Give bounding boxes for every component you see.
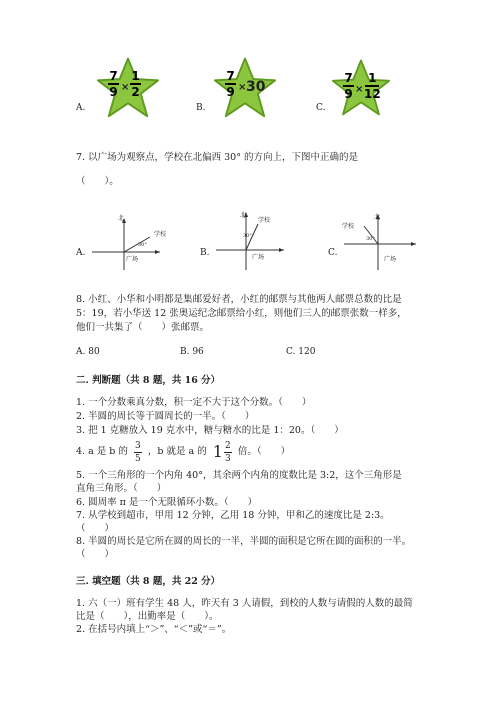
mixed-number — [213, 441, 232, 464]
school-label: 学校 — [154, 231, 167, 238]
q6-option-a-label[interactable]: A. — [76, 103, 86, 113]
angle-label: 30° — [138, 242, 147, 248]
times-sign: × — [355, 84, 364, 95]
q8-question-line3: 他们一共集了（ ）张邮票。 — [76, 322, 210, 333]
q8-option-c[interactable]: C. 120 — [286, 347, 316, 357]
north-label: 北 — [118, 215, 125, 222]
fraction — [134, 441, 142, 464]
q6-option-b-label[interactable]: B. — [196, 103, 206, 113]
section-3-title: 三. 填空题（共 8 题，共 22 分） — [76, 576, 221, 587]
judge-item-2: 2. 半圆的周长等于圆周长的一半。（ ） — [76, 411, 255, 422]
q7-option-c-label[interactable]: C. — [328, 248, 338, 258]
whole-number: 30 — [246, 79, 266, 95]
angle-label: 30° — [243, 233, 252, 239]
north-label: 北 — [240, 212, 247, 219]
fraction-right: 1 2 — [131, 69, 140, 99]
mixed-denominator: 3 — [225, 453, 231, 464]
times-sign: × — [121, 82, 130, 93]
fill-item-1-line1: 1. 六（一）班有学生 48 人，昨天有 3 人请假，到校的人数与请假的人数的最简 — [76, 598, 413, 609]
fraction-right: 1 12 — [364, 71, 381, 101]
fraction-left: 7 9 — [226, 69, 235, 99]
q7-question-line2: （ ）。 — [76, 176, 119, 187]
q7-option-b-label[interactable]: B. — [200, 248, 210, 258]
judge-item-8-line2: （ ） — [76, 549, 115, 560]
q7-option-a-label[interactable]: A. — [76, 248, 86, 258]
q8-question-line2: 5：19，若小华送 12 张奥运纪念邮票给小红，则他们三人的邮票张数一样多， — [76, 308, 407, 319]
judge-item-6: 6. 圆周率 π 是一个无限循环小数。（ ） — [76, 497, 258, 508]
angle-label: 30° — [366, 236, 375, 242]
q7-question-line1: 7. 以广场为观察点，学校在北偏西 30° 的方向上，下图中正确的是 — [76, 152, 358, 163]
q8-question-line1: 8. 小红、小华和小明都是集邮爱好者，小红的邮票与其他两人邮票总数的比是 — [76, 294, 402, 305]
mixed-numerator: 2 — [225, 440, 231, 451]
compass-diagram-a — [86, 212, 166, 272]
fraction-denominator: 5 — [135, 453, 141, 464]
fill-item-1-line2: 比是（ ），出勤率是（ ）。 — [76, 611, 219, 622]
judge-item-7-line1: 7. 从学校到超市，甲用 12 分钟，乙用 18 分钟，甲和乙的速度比是 2:3。 — [76, 510, 390, 521]
judge-item-4-part-a: 4. a 是 b 的 — [76, 446, 128, 457]
fraction-left: 7 9 — [344, 71, 353, 101]
judge-item-4-part-c: 倍。（ ） — [237, 446, 291, 457]
times-sign: × — [238, 82, 247, 93]
judge-item-5-line2: 直角三角形。（ ） — [76, 483, 167, 494]
section-2-title: 二. 判断题（共 8 题，共 16 分） — [76, 375, 221, 386]
fraction-numerator: 3 — [135, 440, 141, 451]
judge-item-8-line1: 8. 半圆的周长是它所在圆的周长的一半，半圆的面积是它所在圆的面积的一半。 — [76, 536, 412, 547]
plaza-label: 广场 — [252, 254, 265, 261]
school-label: 学校 — [342, 223, 355, 230]
compass-diagram-b — [212, 208, 288, 272]
q6-option-c-label[interactable]: C. — [316, 103, 326, 113]
judge-item-7-line2: （ ） — [76, 523, 115, 534]
fill-item-2: 2. 在括号内填上“＞”、“＜”或“＝”。 — [76, 624, 232, 635]
fraction-left: 7 9 — [109, 69, 118, 99]
q8-option-b[interactable]: B. 96 — [180, 347, 204, 357]
judge-item-5-line1: 5. 一个三角形的一个内角 40°，其余两个内角的度数比是 3:2，这个三角形是 — [76, 470, 402, 481]
plaza-label: 广场 — [126, 256, 139, 263]
school-label: 学校 — [258, 217, 271, 224]
judge-item-4 — [76, 441, 290, 463]
judge-item-1: 1. 一个分数乘真分数，积一定不大于这个分数。（ ） — [76, 397, 312, 408]
judge-item-4-part-b: ，b 就是 a 的 — [147, 446, 207, 457]
north-label: 北 — [374, 214, 381, 221]
q8-option-a[interactable]: A. 80 — [76, 347, 100, 357]
judge-item-3: 3. 把 1 克糖放入 19 克水中，糖与糖水的比是 1：20。（ ） — [76, 425, 344, 436]
plaza-label: 广场 — [384, 256, 397, 263]
mixed-whole: 1 — [212, 442, 223, 461]
